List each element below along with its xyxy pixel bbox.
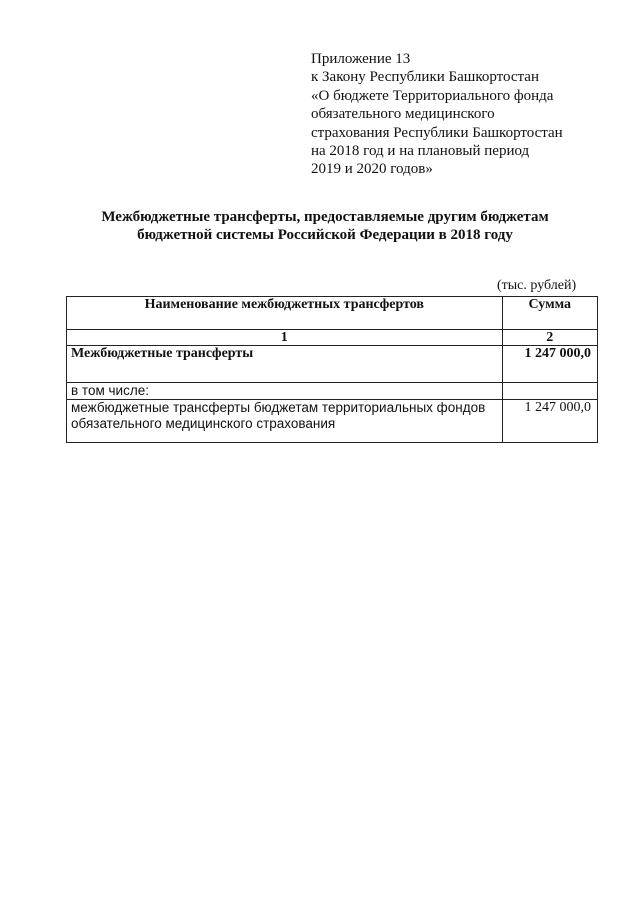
header-sum: Сумма	[502, 297, 597, 330]
total-name: Межбюджетные трансферты	[67, 346, 503, 383]
column-number-name: 1	[67, 330, 503, 346]
subheader-empty-cell	[502, 383, 597, 400]
appendix-line: страхования Республики Башкортостан	[311, 124, 563, 141]
subheader-label: в том числе:	[67, 383, 503, 400]
column-number-sum: 2	[502, 330, 597, 346]
appendix-line: 2019 и 2020 годов»	[311, 161, 433, 178]
table-row-item	[67, 400, 598, 443]
appendix-line: «О бюджете Территориального фонда	[311, 87, 554, 104]
appendix-header	[311, 50, 611, 179]
appendix-line: обязательного медицинского	[311, 106, 495, 123]
item-name: межбюджетные трансферты бюджетам территориальных фондов обязательного медицинского страхования	[67, 400, 503, 443]
appendix-line: Приложение 13	[311, 51, 411, 67]
table-row-total	[67, 346, 598, 383]
appendix-line: на 2018 год и на плановый период	[311, 143, 530, 160]
table-header-row	[67, 297, 598, 330]
header-name: Наименование межбюджетных трансфертов	[67, 297, 503, 330]
total-sum: 1 247 000,0	[502, 346, 597, 383]
document-title-line-1: Межбюджетные трансферты, предоставляемые другим бюджетам	[101, 209, 549, 225]
table-row-subheader	[67, 383, 598, 400]
transfers-table	[66, 296, 598, 443]
units-label: (тыс. рублей)	[497, 278, 577, 293]
document-title	[60, 208, 590, 244]
document-title-line-2: бюджетной системы Российской Федерации в 2018 году	[137, 227, 513, 243]
column-number-row	[67, 330, 598, 346]
item-sum: 1 247 000,0	[502, 400, 597, 443]
appendix-line: к Закону Республики Башкортостан	[311, 69, 539, 86]
